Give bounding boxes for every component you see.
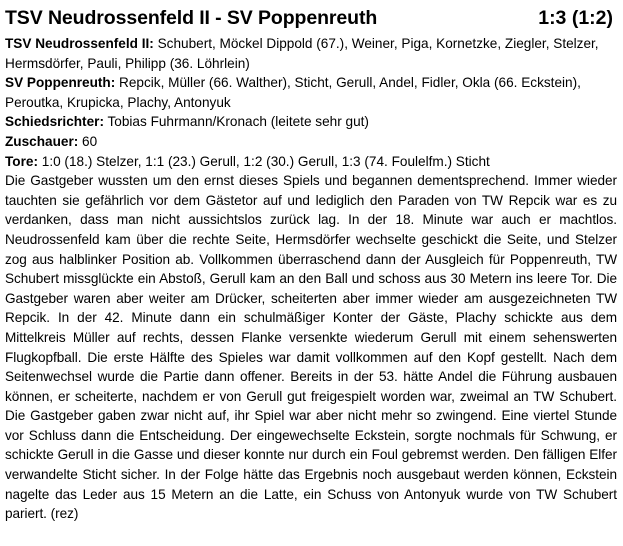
away-team-label: SV Poppenreuth:	[5, 75, 116, 91]
match-report	[5, 4, 617, 524]
goals-value: 1:0 (18.) Stelzer, 1:1 (23.) Gerull, 1:2 (30.) Gerull, 1:3 (74. Foulelfm.) Sticht	[37, 153, 490, 169]
match-report-text: Die Gastgeber wussten um den ernst dieses Spiels und begannen dementsprechend. Immer wieder tauchten sie gefährlich vor dem Gästetor auf und lediglich den Paraden von TW Repcik war es zu verdanken, dass man nicht aussichtslos zurück lag. In der 18. Minute war auch er machtlos. Neudrossenfeld kam über die rechte Seite, Hermsdörfer wechselte geschickt die Seite, und Stelzer zog aus halblinker Position ab. Vollkommen überraschend dann der Ausgleich für Poppenreuth, TW Schubert missglückte ein Abstoß, Gerull kam an den Ball und schoss aus 30 Metern ins leere Tor. Die Gastgeber waren aber weiter am Drücker, scheiterten aber immer wieder am ausgezeichneten TW Repcik. In der 42. Minute dann ein schulmäßiger Konter der Gäste, Plachy schickte aus dem Mittelkreis Müller auf rechts, dessen Flanke versenkte wiederum Gerull mit einem sehenswerten Flugkopfball. Die erste Hälfte des Spieles war damit vollkommen auf den Kopf gestellt. Nach dem Seitenwechsel wurde die Partie dann offener. Bereits in der 53. hätte Andel die Führung ausbauen können, er scheiterte, nachdem er von Gerull gut freigespielt worden war, zweimal an TW Schubert. Die Gastgeber gaben zwar nicht auf, ihr Spiel war aber nicht mehr so zwingend. Eine viertel Stunde vor Schluss dann die Entscheidung. Der eingewechselte Eckstein, sorgte nochmals für Schwung, er schickte Gerull in die Gasse und dieser konnte nur durch ein Foul gebremst werden. Den fälligen Elfer verwandelte Sticht sicher. In der Folge hätte das Ergebnis noch ausgebaut werden können, Eckstein nagelte das Leder aus 15 Metern an die Latte, ein Schuss von Antonyuk wurde von TW Schubert pariert. (rez)	[5, 173, 617, 522]
home-team-players: Schubert, Möckel Dippold (67.), Weiner, Piga, Kornetzke, Ziegler, Stelzer, Hermsdörfer, Pauli, Philipp (36. Löhrlein)	[5, 36, 599, 71]
referee-label: Schiedsrichter:	[5, 114, 104, 130]
spectators-line	[5, 132, 617, 152]
spectators-label: Zuschauer:	[5, 133, 79, 149]
away-lineup	[5, 73, 617, 112]
goals-line	[5, 152, 617, 172]
referee-value: Tobias Fuhrmann/Kronach (leitete sehr gut)	[103, 114, 369, 130]
match-header	[5, 4, 617, 34]
away-team-players: Repcik, Müller (66. Walther), Sticht, Gerull, Andel, Fidler, Okla (66. Eckstein), Peroutka, Krupicka, Plachy, Antonyuk	[5, 75, 581, 110]
referee-line	[5, 112, 617, 132]
match-title: TSV Neudrossenfeld II - SV Poppenreuth	[5, 7, 378, 29]
goals-label: Tore:	[5, 153, 38, 169]
spectators-value: 60	[78, 133, 98, 149]
home-team-label: TSV Neudrossenfeld II:	[5, 36, 154, 51]
home-lineup	[5, 34, 617, 73]
match-score: 1:3 (1:2)	[538, 7, 613, 29]
